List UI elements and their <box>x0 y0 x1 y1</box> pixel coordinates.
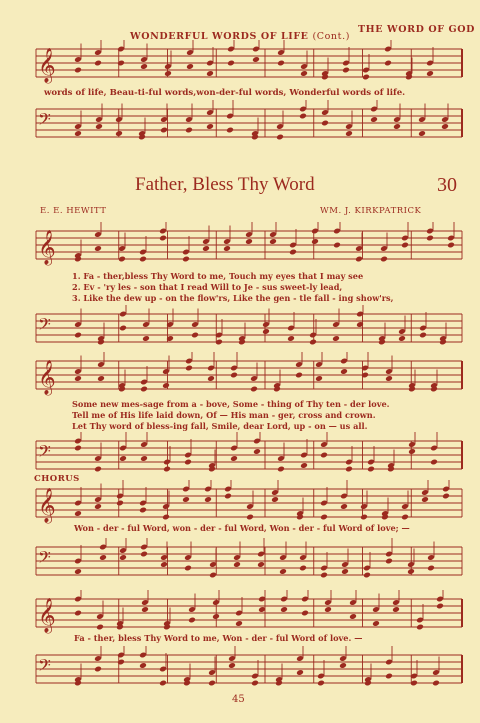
notehead <box>340 368 348 375</box>
notehead <box>208 680 216 687</box>
notehead <box>74 510 82 517</box>
notehead <box>182 496 190 503</box>
notehead <box>119 554 127 561</box>
notehead <box>115 130 123 137</box>
verse-2-line-a: 2. Ev - 'ry les - son that I read Will to Je - sus sweet-ly lead, <box>72 282 343 292</box>
notehead <box>96 624 104 631</box>
notehead <box>245 238 253 245</box>
notehead <box>436 603 444 610</box>
notehead <box>117 60 125 67</box>
notehead <box>333 242 341 249</box>
notehead <box>212 613 220 620</box>
notehead <box>140 386 148 393</box>
notehead <box>94 245 102 252</box>
notehead <box>160 561 168 568</box>
notehead <box>401 242 409 249</box>
notehead <box>419 332 427 339</box>
staff-treble-2 <box>0 222 480 268</box>
hymn-title: Father, Bless Thy Word <box>135 174 315 195</box>
staff-bass-3 <box>0 432 480 478</box>
bass-clef-icon: 𝄢 <box>38 655 51 679</box>
notehead <box>74 67 82 74</box>
notehead <box>228 662 236 669</box>
notehead <box>94 60 102 67</box>
notehead <box>94 503 102 510</box>
notehead <box>430 459 438 466</box>
bass-clef-icon: 𝄢 <box>38 547 51 571</box>
notehead <box>339 662 347 669</box>
notehead <box>416 624 424 631</box>
notehead <box>300 70 308 77</box>
notehead <box>95 123 103 130</box>
verse-3-line-a: 3. Like the dew up - on the flow'rs, Like the gen - tle fall - ing show'rs, <box>72 293 394 303</box>
bass-clef-icon: 𝄢 <box>38 109 51 133</box>
notehead <box>320 572 328 579</box>
notehead <box>427 565 435 572</box>
notehead <box>442 493 450 500</box>
page-number: 45 <box>232 694 245 705</box>
notehead <box>421 496 429 503</box>
notehead <box>163 466 171 473</box>
notehead <box>139 662 147 669</box>
notehead <box>320 514 328 521</box>
verse-1-line-b: Some new mes-sage from a - bove, Some - thing of Thy ten - der love. <box>72 399 390 409</box>
notehead <box>362 74 370 81</box>
bass-clef-icon: 𝄢 <box>38 441 51 465</box>
notehead <box>345 130 353 137</box>
notehead <box>162 382 170 389</box>
composer-credit: WM. J. KIRKPATRICK <box>320 206 422 216</box>
notehead <box>207 375 215 382</box>
notehead <box>160 127 168 134</box>
notehead <box>186 63 194 70</box>
notehead <box>401 514 409 521</box>
notehead <box>74 332 82 339</box>
notehead <box>191 332 199 339</box>
notehead <box>230 455 238 462</box>
notehead <box>367 466 375 473</box>
notehead <box>349 613 357 620</box>
notehead <box>311 238 319 245</box>
notehead <box>140 63 148 70</box>
running-header-title: WONDERFUL WORDS OF LIFE (Cont.) <box>130 31 350 42</box>
notehead <box>185 127 193 134</box>
chorus-label: CHORUS <box>34 474 80 484</box>
notehead <box>317 680 325 687</box>
notehead <box>300 462 308 469</box>
notehead <box>385 673 393 680</box>
treble-clef-icon: 𝄞 <box>38 598 56 633</box>
notehead <box>271 496 279 503</box>
notehead <box>224 493 232 500</box>
notehead <box>94 666 102 673</box>
notehead <box>209 572 217 579</box>
notehead <box>251 680 259 687</box>
notehead <box>140 455 148 462</box>
notehead <box>380 256 388 263</box>
notehead <box>99 554 107 561</box>
verse-1-line-a: 1. Fa - ther,bless Thy Word to me, Touch my eyes that I may see <box>72 271 364 281</box>
notehead <box>235 620 243 627</box>
notehead <box>204 496 212 503</box>
notehead <box>139 256 147 263</box>
notehead <box>141 606 149 613</box>
notehead <box>230 372 238 379</box>
notehead <box>118 256 126 263</box>
notehead <box>372 620 380 627</box>
notehead <box>355 256 363 263</box>
verse-2-line-b: Tell me of His life laid down, Of — His man - ger, cross and crown. <box>72 410 376 420</box>
chorus-line-1: Won - der - ful Word, won - der - ful Word, Won - der - ful Word of love; — <box>74 523 410 533</box>
notehead <box>398 335 406 342</box>
notehead <box>295 372 303 379</box>
notehead <box>320 452 328 459</box>
notehead <box>159 235 167 242</box>
notehead <box>74 445 82 452</box>
notehead <box>360 514 368 521</box>
notehead <box>246 514 254 521</box>
notehead <box>277 60 285 67</box>
staff-treble-3 <box>0 352 480 398</box>
treble-clef-icon: 𝄞 <box>38 230 56 265</box>
notehead <box>321 120 329 127</box>
verse-3-line-b: Let Thy word of bless-ing fall, Smile, dear Lord, up - on — us all. <box>72 421 368 431</box>
notehead <box>253 448 261 455</box>
notehead <box>97 375 105 382</box>
notehead <box>289 249 297 256</box>
notehead <box>250 386 258 393</box>
notehead <box>385 558 393 565</box>
notehead <box>185 365 193 372</box>
staff-treble-1 <box>0 40 480 90</box>
notehead <box>301 610 309 617</box>
treble-clef-icon: 𝄞 <box>38 488 56 523</box>
notehead <box>279 568 287 575</box>
notehead <box>418 130 426 137</box>
notehead <box>277 466 285 473</box>
notehead <box>447 242 455 249</box>
chorus-line-2: Fa - ther, bless Thy Word to me, Won - der - ful Word of love. — <box>74 633 363 643</box>
notehead <box>392 606 400 613</box>
notehead <box>299 113 307 120</box>
notehead <box>74 568 82 575</box>
notehead <box>341 568 349 575</box>
notehead <box>342 67 350 74</box>
staff-bass-1 <box>0 100 480 150</box>
notehead <box>408 448 416 455</box>
notehead <box>119 455 127 462</box>
notehead <box>393 123 401 130</box>
notehead <box>252 56 260 63</box>
lyric-line-1: words of life, Beau-ti-ful words,won-der-ful words, Wonderful words of life. <box>44 88 406 98</box>
notehead <box>299 565 307 572</box>
notehead <box>74 610 82 617</box>
notehead <box>315 375 323 382</box>
notehead <box>257 561 265 568</box>
staff-treble-4 <box>0 480 480 526</box>
staff-bass-4 <box>0 538 480 584</box>
notehead <box>384 60 392 67</box>
notehead <box>426 70 434 77</box>
treble-clef-icon: 𝄞 <box>38 360 56 395</box>
notehead <box>426 235 434 242</box>
notehead <box>182 256 190 263</box>
notehead <box>287 335 295 342</box>
notehead <box>441 123 449 130</box>
notehead <box>407 568 415 575</box>
notehead <box>74 375 82 382</box>
notehead <box>233 561 241 568</box>
notehead <box>262 328 270 335</box>
notehead <box>385 375 393 382</box>
hymn-number: 30 <box>437 174 457 196</box>
notehead <box>324 606 332 613</box>
notehead <box>139 507 147 514</box>
notehead <box>223 245 231 252</box>
notehead <box>116 500 124 507</box>
notehead <box>340 503 348 510</box>
notehead <box>202 245 210 252</box>
staff-treble-5 <box>0 590 480 636</box>
notehead <box>162 514 170 521</box>
notehead <box>188 617 196 624</box>
notehead <box>206 70 214 77</box>
notehead <box>226 127 234 134</box>
notehead <box>269 238 277 245</box>
notehead <box>74 130 82 137</box>
notehead <box>296 669 304 676</box>
treble-clef-icon: 𝄞 <box>38 48 56 83</box>
notehead <box>345 466 353 473</box>
lyricist-credit: E. E. HEWITT <box>40 206 107 216</box>
notehead <box>159 680 167 687</box>
bass-clef-icon: 𝄢 <box>38 314 51 338</box>
staff-bass-2 <box>0 305 480 351</box>
notehead <box>432 680 440 687</box>
notehead <box>184 459 192 466</box>
notehead <box>227 60 235 67</box>
notehead <box>117 659 125 666</box>
notehead <box>94 466 102 473</box>
notehead <box>142 335 150 342</box>
notehead <box>332 335 340 342</box>
notehead <box>309 339 317 346</box>
staff-bass-5 <box>0 646 480 692</box>
notehead <box>184 565 192 572</box>
notehead <box>140 551 148 558</box>
running-header-section: THE WORD OF GOD <box>358 24 475 35</box>
notehead <box>119 325 127 332</box>
notehead <box>370 116 378 123</box>
notehead <box>206 123 214 130</box>
notehead <box>164 70 172 77</box>
notehead <box>363 572 371 579</box>
notehead <box>280 606 288 613</box>
notehead <box>276 134 284 141</box>
